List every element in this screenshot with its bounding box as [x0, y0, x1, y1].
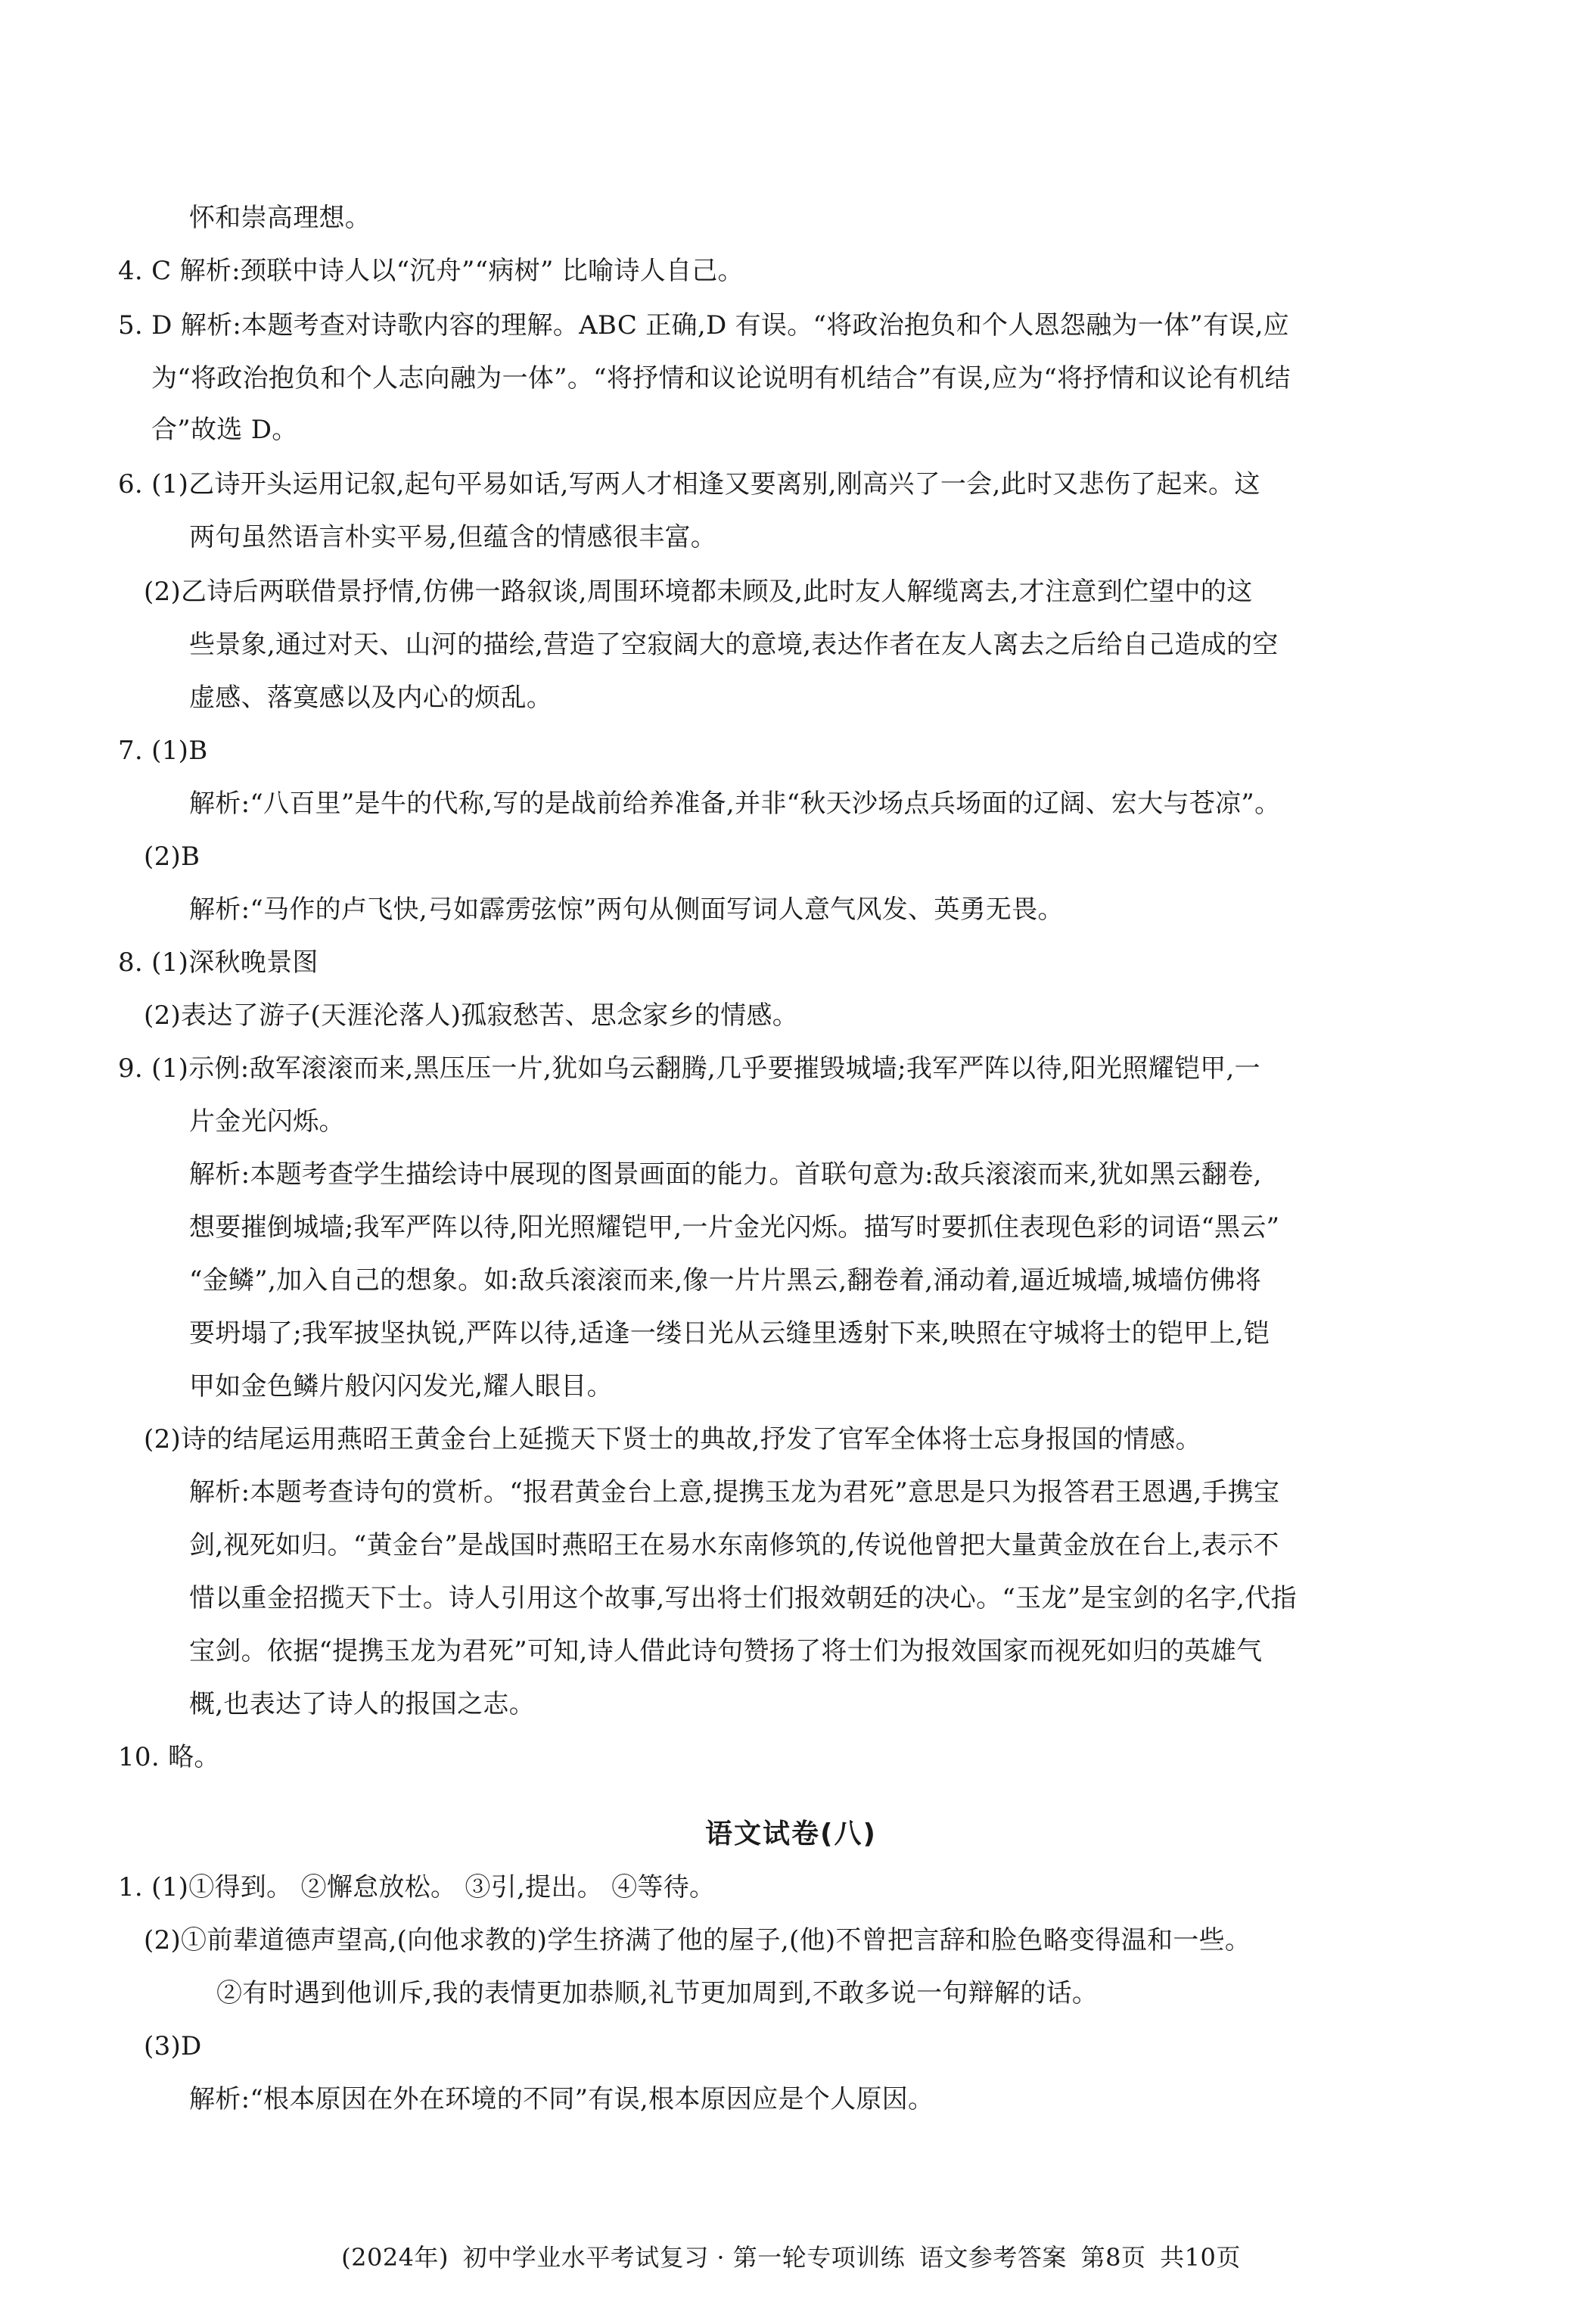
- answer-line: (3)D: [144, 2031, 202, 2061]
- answer-line: 8. (1)深秋晚景图: [118, 947, 319, 978]
- answer-line: 为“将政治抱负和个人志向融为一体”。“将抒情和议论说明有机结合”有误,应为“将抒情和议论有机结: [151, 363, 1291, 394]
- answer-line: 1. (1)①得到。 ②懈怠放松。 ③引,提出。 ④等待。: [118, 1872, 716, 1902]
- answer-line: 解析:“马作的卢飞快,弓如霹雳弦惊”两句从侧面写词人意气风发、英勇无畏。: [189, 894, 1064, 925]
- answer-line: 解析:“根本原因在外在环境的不同”有误,根本原因应是个人原因。: [189, 2084, 934, 2114]
- answer-line: (2)表达了游子(天涯沦落人)孤寂愁苦、思念家乡的情感。: [144, 1000, 799, 1031]
- answer-line: 解析:本题考查诗句的赏析。“报君黄金台上意,提携玉龙为君死”意思是只为报答君王恩遇,手携宝: [189, 1477, 1280, 1507]
- answer-line: (2)B: [144, 842, 200, 872]
- answer-line: 10. 略。: [118, 1742, 220, 1772]
- answer-line: 想要摧倒城墙;我军严阵以待,阳光照耀铠甲,一片金光闪烁。描写时要抓住表现色彩的词语“黑云”: [189, 1212, 1280, 1243]
- answer-line: 7. (1)B: [118, 736, 208, 766]
- footer-page-number: 第8页: [1080, 2243, 1146, 2272]
- footer-total-pages: 共10页: [1160, 2243, 1241, 2272]
- section-heading: 语文试卷(八): [705, 1818, 877, 1850]
- answer-line: “金鳞”,加入自己的想象。如:敌兵滚滚而来,像一片片黑云,翻卷着,涌动着,逼近城墙,城墙仿佛将: [189, 1265, 1262, 1296]
- answer-line: ②有时遇到他训斥,我的表情更加恭顺,礼节更加周到,不敢多说一句辩解的话。: [216, 1978, 1099, 2008]
- answer-line: 5. D 解析:本题考查对诗歌内容的理解。ABC 正确,D 有误。“将政治抱负和个人恩怨融为一体”有误,应: [118, 310, 1290, 341]
- footer-series: 初中学业水平考试复习 · 第一轮专项训练: [462, 2243, 906, 2272]
- answer-line: (2)诗的结尾运用燕昭王黄金台上延揽天下贤士的典故,抒发了官军全体将士忘身报国的情感。: [144, 1424, 1201, 1454]
- answer-line: 惜以重金招揽天下士。诗人引用这个故事,写出将士们报效朝廷的决心。“玉龙”是宝剑的名字,代指: [189, 1583, 1297, 1613]
- answer-line: 虚感、落寞感以及内心的烦乱。: [189, 683, 553, 713]
- answer-line: 9. (1)示例:敌军滚滚而来,黑压压一片,犹如乌云翻腾,几乎要摧毁城墙;我军严阵以待,阳光照耀铠甲,一: [118, 1053, 1260, 1084]
- answer-line: (2)①前辈道德声望高,(向他求教的)学生挤满了他的屋子,(他)不曾把言辞和脸色略变得温和一些。: [144, 1925, 1251, 1955]
- answer-line: 些景象,通过对天、山河的描绘,营造了空寂阔大的意境,表达作者在友人离去之后给自己造成的空: [189, 630, 1279, 660]
- answer-line: 合”故选 D。: [151, 415, 298, 445]
- answer-line: 要坍塌了;我军披坚执锐,严阵以待,适逢一缕日光从云缝里透射下来,映照在守城将士的铠甲上,铠: [189, 1318, 1270, 1349]
- answer-line: 概,也表达了诗人的报国之志。: [189, 1689, 536, 1719]
- answer-line: 解析:“八百里”是牛的代称,写的是战前给养准备,并非“秋天沙场点兵场面的辽阔、宏大与苍凉”。: [189, 789, 1281, 819]
- answer-line: (2)乙诗后两联借景抒情,仿佛一路叙谈,周围环境都未顾及,此时友人解缆离去,才注意到伫望中的这: [144, 577, 1253, 607]
- answer-line: 4. C 解析:颈联中诗人以“沉舟”“病树” 比喻诗人自己。: [118, 256, 744, 286]
- footer-year: (2024年): [341, 2243, 449, 2272]
- answer-line: 怀和崇高理想。: [189, 203, 371, 233]
- answer-line: 甲如金色鳞片般闪闪发光,耀人眼目。: [189, 1371, 613, 1402]
- answer-line: 剑,视死如归。“黄金台”是战国时燕昭王在易水东南修筑的,传说他曾把大量黄金放在台上,表示不: [189, 1530, 1279, 1560]
- footer-subject: 语文参考答案: [918, 2243, 1067, 2272]
- page-footer: [0, 2242, 1582, 2273]
- answer-line: 解析:本题考查学生描绘诗中展现的图景画面的能力。首联句意为:敌兵滚滚而来,犹如黑云翻卷,: [189, 1159, 1262, 1190]
- answer-line: 6. (1)乙诗开头运用记叙,起句平易如话,写两人才相逢又要离别,刚高兴了一会,此时又悲伤了起来。这: [118, 469, 1260, 499]
- answer-line: 两句虽然语言朴实平易,但蕴含的情感很丰富。: [189, 522, 717, 552]
- answer-line: 宝剑。依据“提携玉龙为君死”可知,诗人借此诗句赞扬了将士们为报效国家而视死如归的英雄气: [189, 1636, 1263, 1666]
- answer-line: 片金光闪烁。: [189, 1106, 345, 1137]
